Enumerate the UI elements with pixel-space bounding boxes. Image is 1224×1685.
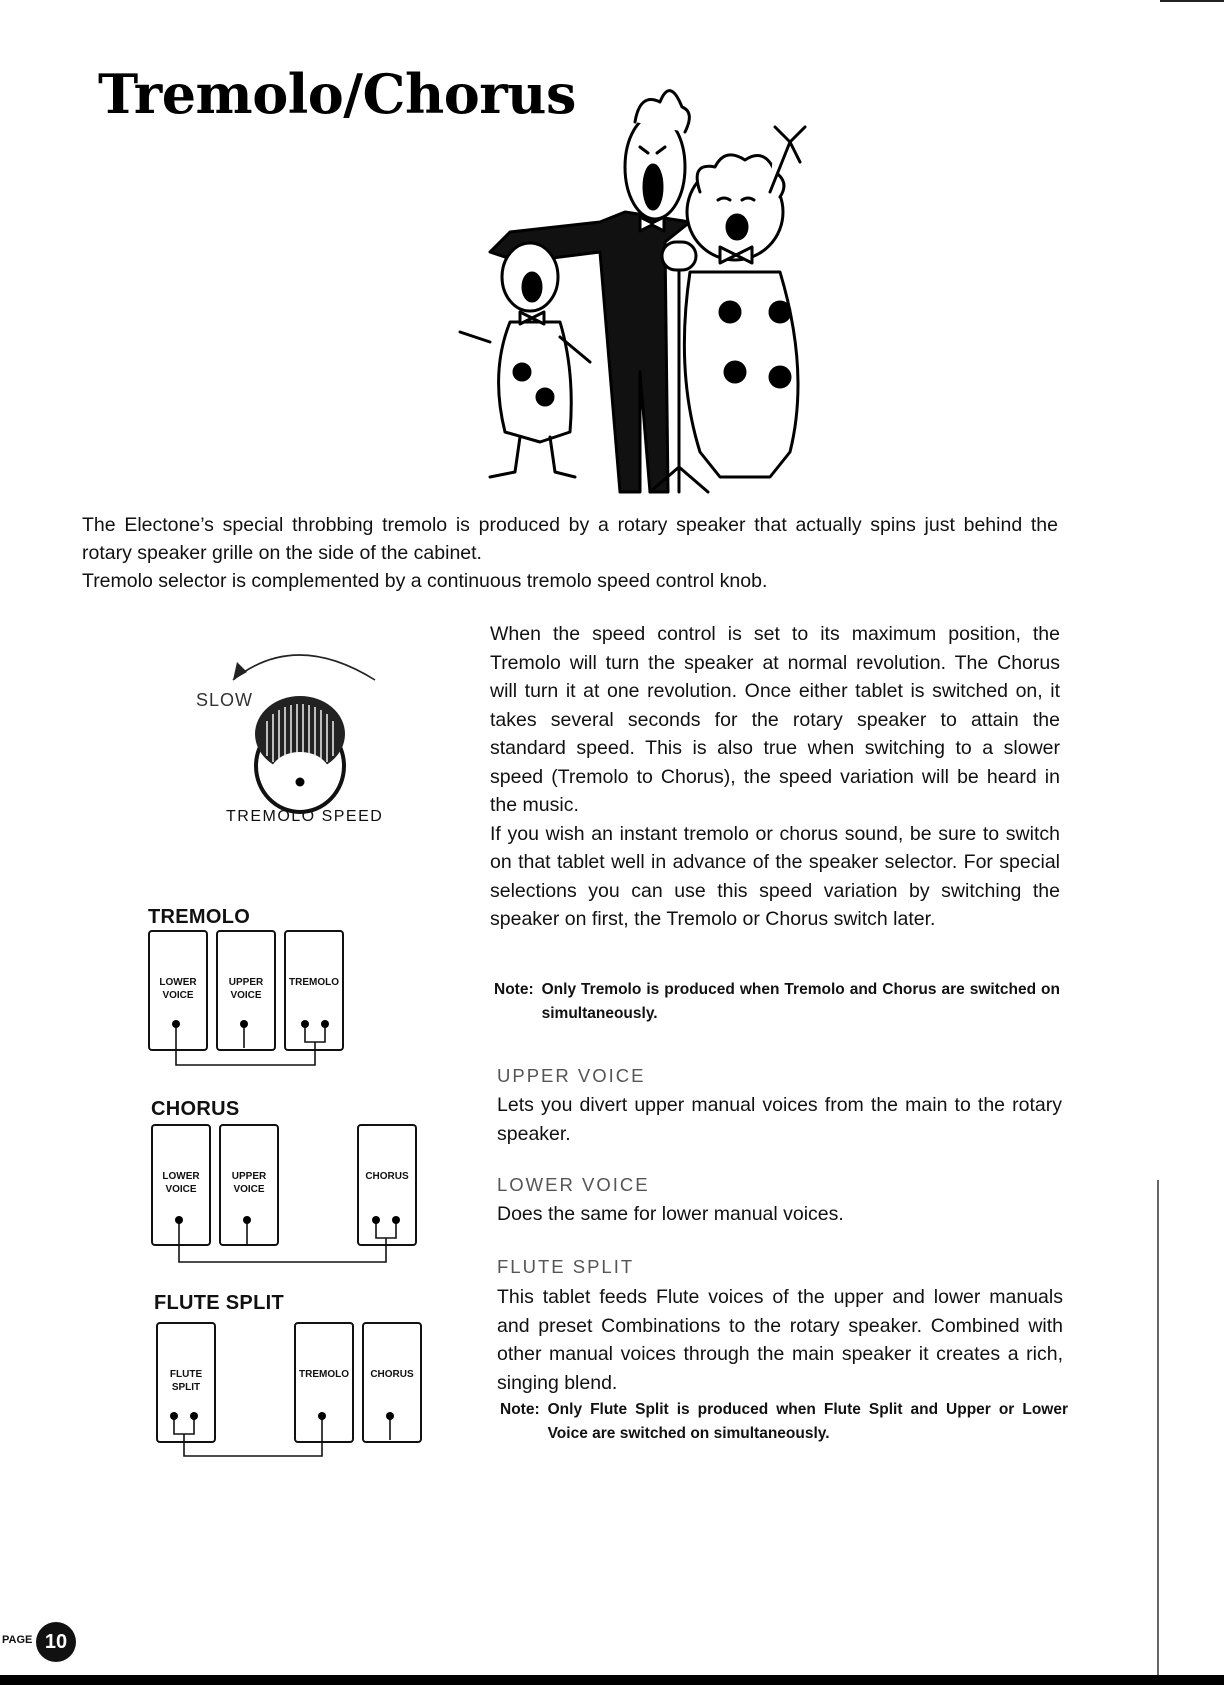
flute-split-heading: FLUTE SPLIT [497,1256,635,1277]
flute-split-group-heading: FLUTE SPLIT [154,1292,284,1314]
tablet-label: TREMOLO [289,977,339,988]
chorus-group-heading: CHORUS [151,1098,240,1120]
tablet-label: FLUTE SPLIT [169,1369,203,1393]
tremolo-tablet-group [148,930,358,1070]
flute-split-wiring-icon [154,1318,434,1463]
chorus-wiring-icon [151,1124,431,1269]
page-label: PAGE [2,1634,33,1646]
instant-paragraph: If you wish an instant tremolo or chorus sound, be sure to switch on that tablet well in advance of the speaker selector. For special selections you can use this speed variation by switching the speaker on first, the Tremolo or Chorus switch later. [490,822,1060,930]
intro-text [82,511,1058,595]
upper-voice-text: Lets you divert upper manual voices from the main to the rotary speaker. [497,1094,1062,1145]
tablet-label: UPPER VOICE [228,977,264,1001]
tremolo-speed-caption: TREMOLO SPEED [226,808,384,825]
speed-knob-icon[interactable] [245,686,355,816]
note-text: Only Flute Split is produced when Flute Split and Upper or Lower Voice are switched on simultaneously. [547,1401,1068,1442]
right-column-text [490,620,1060,934]
tremolo-wiring-icon [148,930,358,1070]
speed-paragraph: When the speed control is set to its maximum position, the Tremolo will turn the speaker at normal revolution. The Chorus will turn it at one revolution. Once either tablet is switched on, it takes several seconds for the rotary speaker to attain the standard speed. This is also true when switching to a slower speed (Tremolo to Chorus), the speed variation will be heard in the music. [490,623,1060,816]
top-edge-line [1160,0,1224,2]
note-flute-split [500,1398,1068,1446]
tablet-label: TREMOLO [299,1369,349,1380]
lower-voice-text: Does the same for lower manual voices. [497,1203,844,1225]
tablet-label: LOWER VOICE [159,977,197,1001]
note-label: Note: [500,1401,540,1418]
upper-voice-heading: UPPER VOICE [497,1065,646,1086]
tremolo-speed-knob-figure [180,638,440,838]
flute-split-text: This tablet feeds Flute voices of the upper and lower manuals and preset Combinations to the rotary speaker. Combined with other manual voices through the main speaker it creates a rich, singing blend. [497,1286,1063,1394]
slow-label: SLOW [196,690,254,710]
tremolo-group-heading: TREMOLO [148,906,251,928]
page-number: 10 [36,1622,76,1662]
tablet-label: CHORUS [365,1171,409,1182]
note-tremolo-chorus [494,978,1060,1026]
tablet-label: LOWER VOICE [162,1171,200,1195]
intro-paragraph-2: Tremolo selector is complemented by a continuous tremolo speed control knob. [82,570,768,592]
right-edge-line [1157,1180,1159,1680]
chorus-tablet-group [151,1124,431,1269]
note-text: Only Tremolo is produced when Tremolo and Chorus are switched on simultaneously. [541,981,1060,1022]
tablet-label: CHORUS [370,1369,414,1380]
lower-voice-heading: LOWER VOICE [497,1174,650,1195]
flute-split-tablet-group [154,1318,434,1463]
page-number-badge [2,1622,92,1662]
bottom-edge-bar [0,1675,1224,1685]
tablet-label: UPPER VOICE [231,1171,267,1195]
page-title: Tremolo/Chorus [98,62,576,126]
note-label: Note: [494,981,534,998]
singers-illustration [450,72,840,504]
intro-paragraph-1: The Electone’s special throbbing tremolo is produced by a rotary speaker that actually spins just behind the rotary speaker grille on the side of the cabinet. [82,514,1058,564]
